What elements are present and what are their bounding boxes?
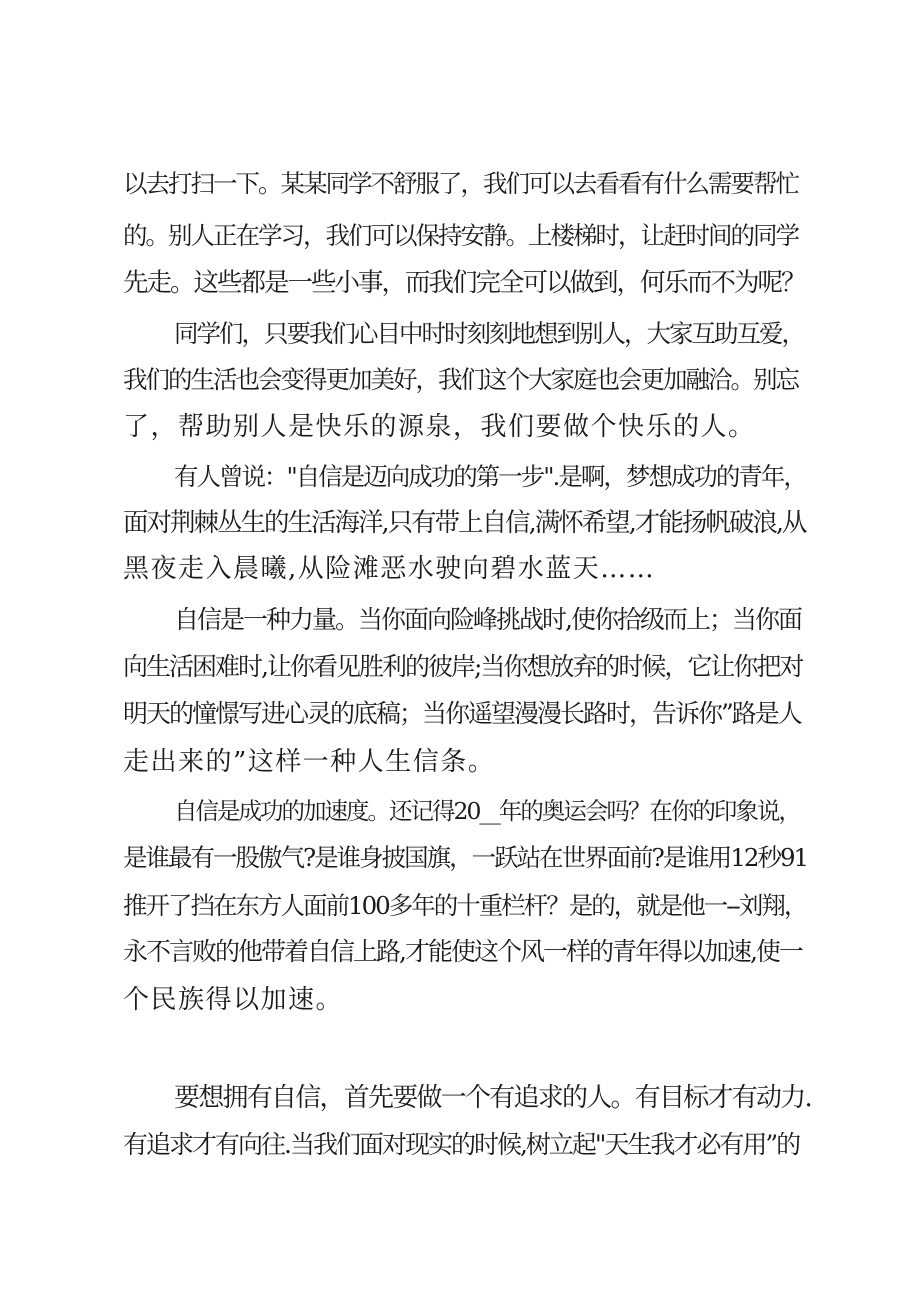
- text-line: 个民族得以加速。: [123, 985, 344, 1015]
- text-line: 有追求才有向往.当我们面对现实的时候,树立起"天生我才必有用”的: [123, 1130, 800, 1159]
- text-line: 推开了挡在东方人面前100多年的十重栏杆？是的，就是他一--刘翔，: [123, 891, 807, 920]
- text-line: 面对荆棘丛生的生活海洋,只有带上自信,满怀希望,才能扬帆破浪,从: [123, 508, 806, 538]
- text-line: 有人曾说："自信是迈向成功的第一步".是啊，梦想成功的青年，: [174, 462, 806, 491]
- text-line: 向生活困难时,让你看见胜利的彼岸;当你想放弃的时候，它让你把对: [123, 652, 803, 681]
- text-line: 黑夜走入晨曦,从险滩恶水驶向碧水蓝天……: [123, 554, 656, 584]
- text-line: 要想拥有自信，首先要做一个有追求的人。有目标才有动力.: [174, 1083, 812, 1113]
- text-line: 了，帮助别人是快乐的源泉，我们要做个快乐的人。: [123, 412, 756, 442]
- text-line: 走出来的”这样一种人生信条。: [123, 747, 496, 777]
- text-line: 永不言败的他带着自信上路,才能使这个风一样的青年得以加速,使一: [123, 937, 802, 966]
- text-line: 是谁最有一股傲气?是谁身披国旗，一跃站在世界面前?是谁用12秒91: [123, 843, 808, 872]
- text-line: 的。别人正在学习，我们可以保持安静。上楼梯时，让赶时间的同学: [123, 221, 798, 250]
- text-line: 自信是成功的加速度。还记得20__年的奥运会吗？在你的印象说，: [174, 797, 800, 825]
- text-line: 同学们，只要我们心目中时时刻刻地想到别人，大家互助互爱，: [174, 319, 804, 348]
- text-line: 以去打扫一下。某某同学不舒服了，我们可以去看看有什么需要帮忙: [123, 169, 798, 198]
- text-line: 明天的憧憬写进心灵的底稿；当你遥望漫漫长路时，告诉你”路是人: [123, 699, 801, 728]
- text-line: 先走。这些都是一些小事，而我们完全可以做到，何乐而不为呢？: [123, 268, 805, 298]
- text-line: 自信是一种力量。当你面向险峰挑战时,使你拾级而上；当你面: [174, 605, 801, 634]
- text-line: 我们的生活也会变得更加美好，我们这个大家庭也会更加融洽。别忘: [123, 365, 798, 394]
